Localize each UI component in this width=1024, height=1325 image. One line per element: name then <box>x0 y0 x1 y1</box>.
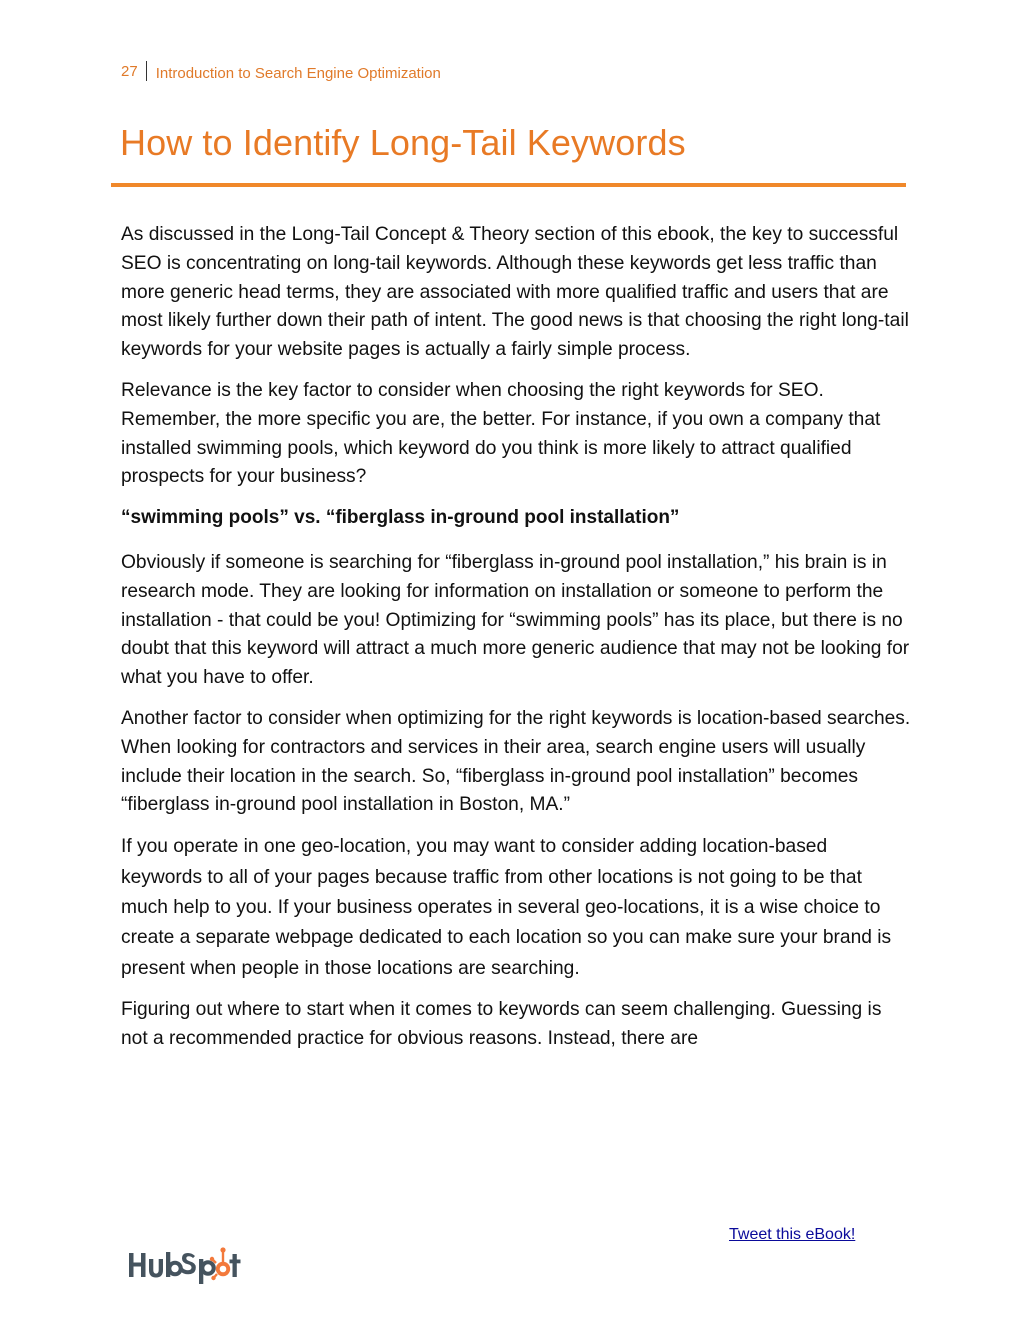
paragraph-location: Another factor to consider when optimizing for the right keywords is location-based searches. When looking for contractors and services in their area, search engine users will usually include their location in the search. So, “fiberglass in-ground pool installation” becomes “fiberglass in-ground pool installation in Boston, MA.” <box>121 707 911 816</box>
hubspot-logo <box>128 1243 244 1287</box>
body-text <box>121 221 911 1066</box>
page-number: 27 <box>121 62 138 80</box>
page-title: How to Identify Long-Tail Keywords <box>120 122 686 163</box>
keyword-comparison: “swimming pools” vs. “fiberglass in-ground pool installation” <box>121 507 680 529</box>
running-header <box>121 58 441 84</box>
paragraph-getting-started: Figuring out where to start when it comes to keywords can seem challenging. Guessing is not a recommended practice for obvious reasons. Instead, there are <box>121 999 882 1049</box>
tweet-ebook-link[interactable]: Tweet this eBook! <box>729 1226 856 1243</box>
paragraph-geo-location: If you operate in one geo-location, you may want to consider adding location-based keywords to all of your pages because traffic from other locations is not going to be that much help to you. If your business operates in several geo-locations, it is a wise choice to create a separate webpage dedicated to each location so you can make sure your brand is present when people in those locations are searching. <box>121 836 892 979</box>
paragraph-intro: As discussed in the Long-Tail Concept & Theory section of this ebook, the key to successful SEO is concentrating on long-tail keywords. Although these keywords get less traffic than more generic head terms, they are associated with more qualified traffic and users that are most likely further down their path of intent. The good news is that choosing the right long-tail keywords for your website pages is actually a fairly simple process. <box>121 224 909 361</box>
title-underline <box>111 183 906 187</box>
header-divider <box>146 61 147 81</box>
paragraph-relevance: Relevance is the key factor to consider when choosing the right keywords for SEO. Remember, the more specific you are, the better. For instance, if you own a company that installed swimming pools, which keyword do you think is more likely to attract qualified prospects for your business? <box>121 379 881 488</box>
document-title: Introduction to Search Engine Optimization <box>155 64 441 82</box>
paragraph-example: Obviously if someone is searching for “fiberglass in-ground pool installation,” his brain is in research mode. They are looking for information on installation or someone to perform the installation - that could be you! Optimizing for “swimming pools” has its place, but there is no doubt that this keyword will attract a much more generic audience that may not be looking for what you have to offer. <box>121 551 910 689</box>
